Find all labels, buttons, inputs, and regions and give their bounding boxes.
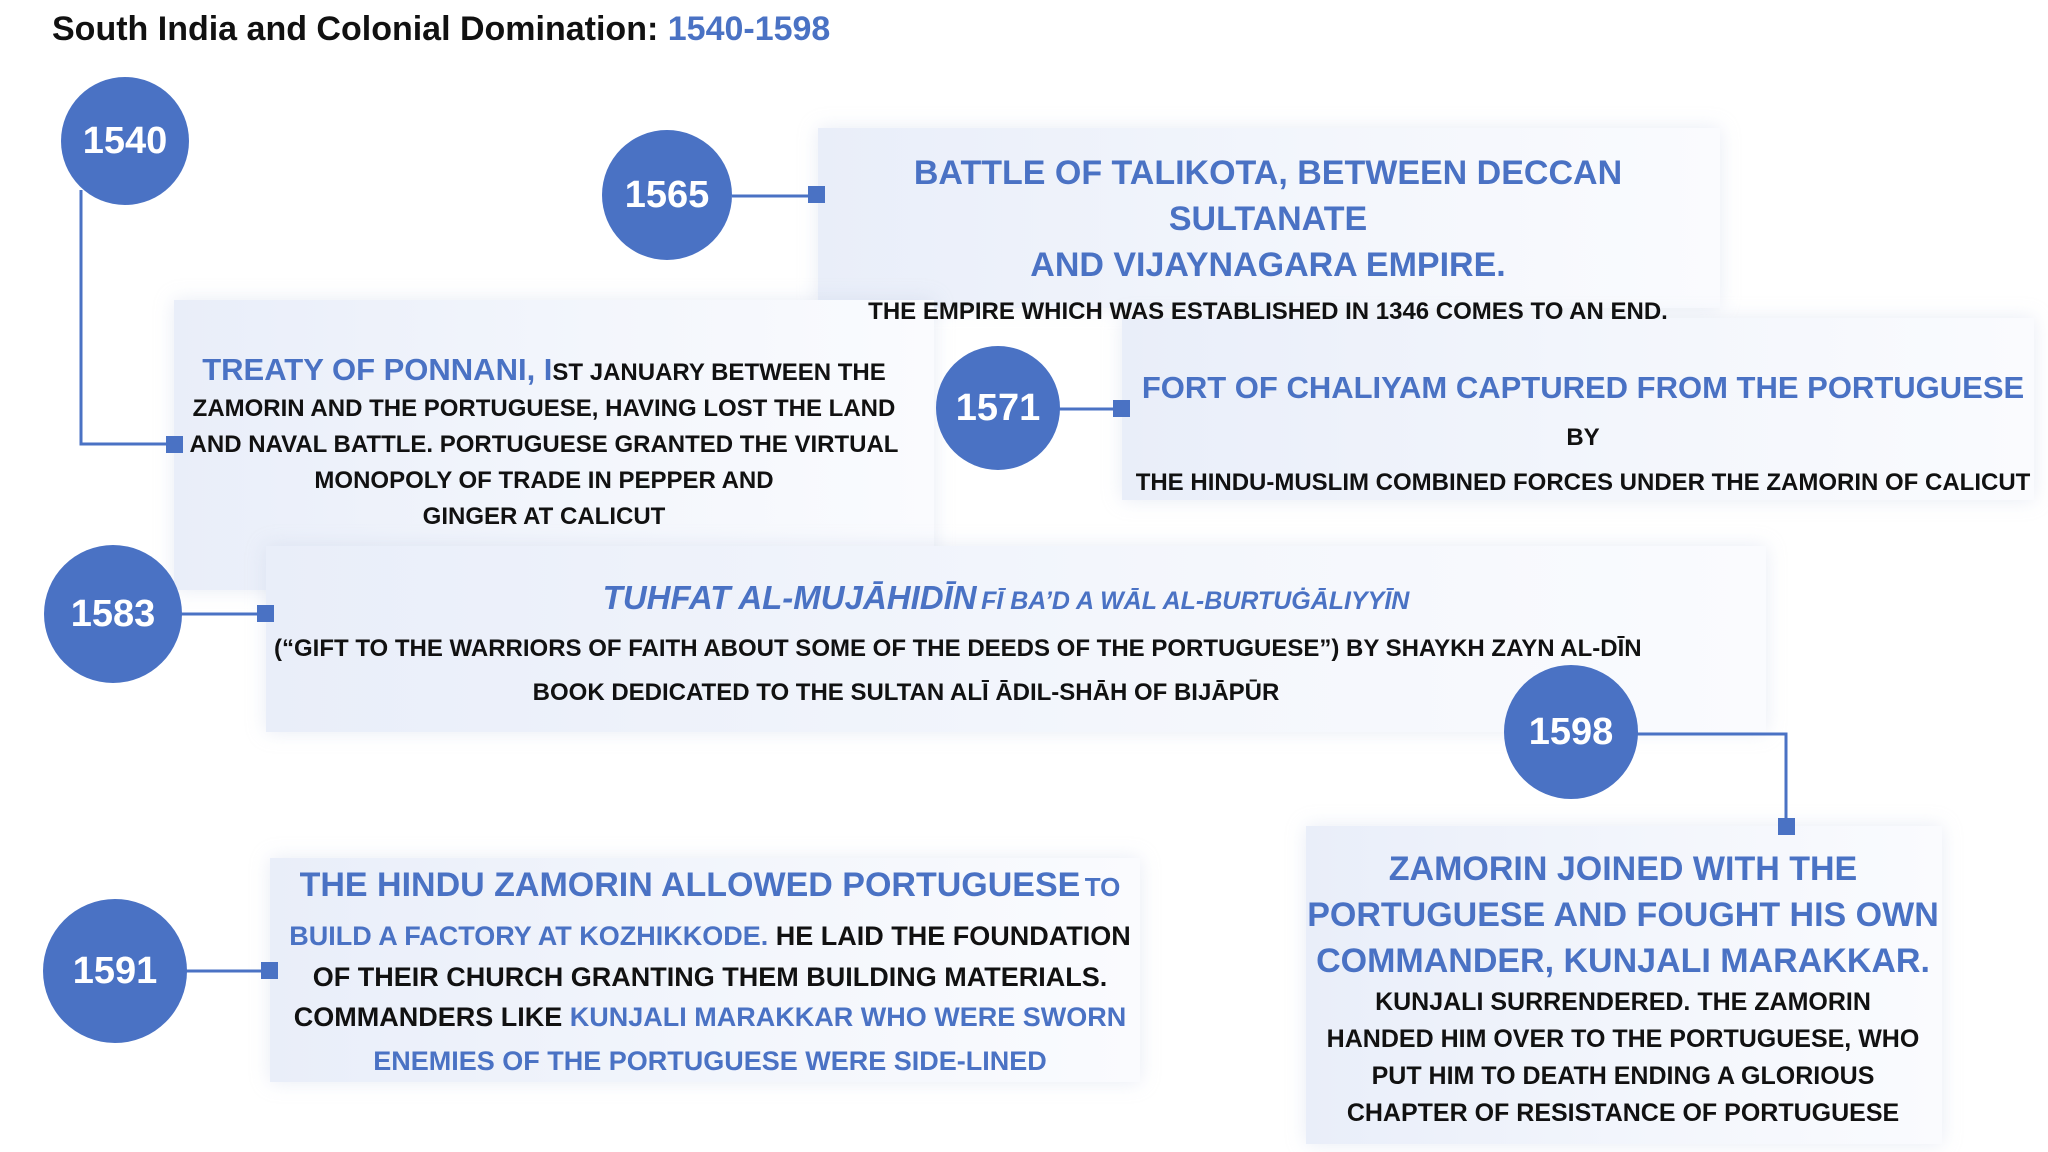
event-1565-body: THE EMPIRE WHICH WAS ESTABLISHED IN 1346 COMES TO AN END. [868, 298, 1668, 325]
event-1591-heading-to: TO [1084, 872, 1121, 902]
event-1583-line-1: (“GIFT TO THE WARRIORS OF FAITH ABOUT SOME OF THE DEEDS OF THE PORTUGUESE”) BY SHAYKH ZAYN AL-DĪN [274, 635, 1642, 662]
year-label: 1598 [1528, 710, 1614, 753]
event-1565-heading-1: BATTLE OF TALIKOTA, BETWEEN DECCAN SULTANATE [913, 154, 1623, 238]
event-1591-line-4-black: COMMANDERS LIKE [293, 1002, 563, 1032]
year-marker-1583 [44, 545, 182, 683]
year-marker-1591 [43, 899, 187, 1043]
event-1540-line-2: ZAMORIN AND THE PORTUGUESE, HAVING LOST THE LAND [192, 395, 896, 422]
event-1591-line-4-blue: KUNJALI MARAKKAR WHO WERE SWORN [569, 1002, 1127, 1032]
year-marker-1565 [602, 130, 732, 260]
year-label: 1583 [70, 592, 156, 635]
event-1540-line-3: AND NAVAL BATTLE. PORTUGUESE GRANTED THE VIRTUAL [189, 431, 899, 458]
event-1598-heading-1: ZAMORIN JOINED WITH THE [1388, 850, 1858, 888]
event-1571-heading: FORT OF CHALIYAM CAPTURED FROM THE PORTUGUESE [1141, 370, 2025, 405]
event-1598-text [1306, 846, 1940, 1132]
event-1540-line-1 [174, 352, 914, 391]
event-1583-heading-line [266, 576, 1746, 627]
event-1571-text [1128, 366, 2038, 503]
year-label: 1571 [955, 386, 1041, 429]
event-1598-line-3: PUT HIM TO DEATH ENDING A GLORIOUS [1371, 1062, 1875, 1090]
title-text: South India and Colonial Domination: [52, 10, 659, 48]
event-1583-text [266, 576, 1746, 715]
year-marker-1540 [61, 77, 189, 205]
event-1540-line-5: GINGER AT CALICUT [422, 503, 666, 530]
event-1540-text [174, 352, 914, 535]
event-1583-heading-main: TUHFAT AL-MUJĀHIDĪN [602, 579, 977, 616]
event-1591-line-3: OF THEIR CHURCH GRANTING THEM BUILDING MATERIALS. [312, 962, 1108, 992]
year-label: 1540 [82, 119, 168, 162]
event-1591-text [270, 862, 1150, 1085]
event-1598-line-1: KUNJALI SURRENDERED. THE ZAMORIN [1375, 988, 1871, 1016]
event-1591-heading: THE HINDU ZAMORIN ALLOWED PORTUGUESE [299, 866, 1081, 904]
event-1540-line-1-text: ST JANUARY BETWEEN THE [552, 359, 886, 386]
event-1598-heading-3: COMMANDER, KUNJALI MARAKKAR. [1316, 942, 1930, 980]
year-label: 1591 [72, 949, 158, 992]
event-1598-line-2: HANDED HIM OVER TO THE PORTUGUESE, WHO [1326, 1025, 1920, 1053]
event-1571-body: THE HINDU-MUSLIM COMBINED FORCES UNDER THE ZAMORIN OF CALICUT [1135, 469, 2031, 496]
event-1591-line-1 [270, 862, 1150, 915]
event-1591-line-2 [270, 915, 1150, 957]
event-1591-line-5: ENEMIES OF THE PORTUGUESE WERE SIDE-LINED [373, 1046, 1047, 1076]
event-1598-heading-2: PORTUGUESE AND FOUGHT HIS OWN [1307, 896, 1939, 934]
year-marker-1571 [936, 346, 1060, 470]
event-1598-line-4: CHAPTER OF RESISTANCE OF PORTUGUESE [1346, 1099, 1900, 1127]
event-1565-heading-2: AND VIJAYNAGARA EMPIRE. [1030, 246, 1506, 284]
event-1571-heading-line [1128, 366, 2038, 463]
title-years: 1540-1598 [667, 10, 831, 48]
event-1591-line-2-blue: BUILD A FACTORY AT KOZHIKKODE. [289, 921, 769, 951]
event-1591-line-2-black: HE LAID THE FOUNDATION [775, 921, 1131, 951]
event-1591-line-4 [270, 997, 1150, 1037]
event-1565-text [818, 150, 1718, 330]
event-1583-heading-rest: FĪ BA’D A WĀL AL-BURTUĠĀLIYYĪN [981, 587, 1410, 615]
year-label: 1565 [624, 173, 710, 216]
event-1583-line-2: BOOK DEDICATED TO THE SULTAN ALĪ ĀDIL-SHĀH OF BIJĀPŪR [532, 679, 1280, 706]
event-1571-by: BY [1566, 424, 1600, 451]
event-1540-heading: TREATY OF PONNANI, I [202, 352, 553, 387]
event-1540-line-4: MONOPOLY OF TRADE IN PEPPER AND [314, 467, 774, 494]
